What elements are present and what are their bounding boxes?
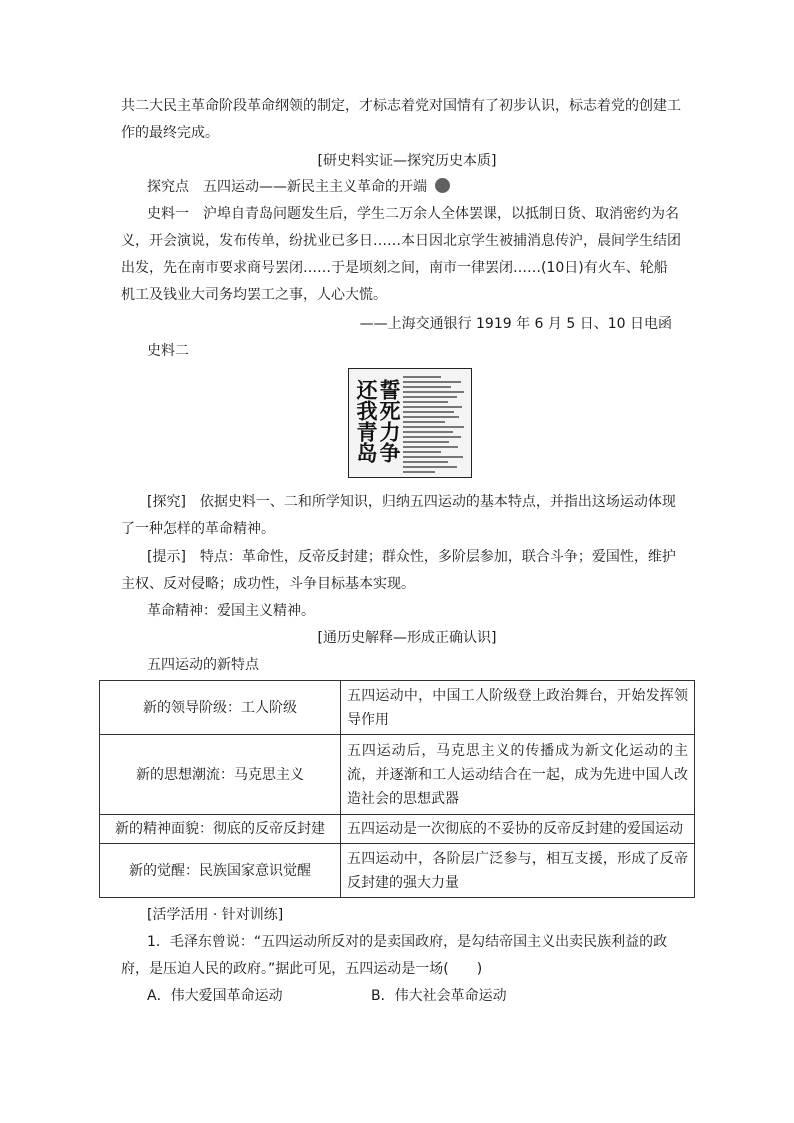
table-heading: 五四运动的新特点 bbox=[147, 657, 259, 673]
question-1-line-2: 府，是压迫人民的政府。”据此可见，五四运动是一场( ) bbox=[121, 961, 483, 977]
table-cell-feature: 新的精神面貌：彻底的反帝反封建 bbox=[100, 815, 341, 844]
table-cell-feature: 新的觉醒：民族国家意识觉醒 bbox=[100, 844, 341, 898]
table-cell-description: 五四运动是一次彻底的不妥协的反帝反封建的爱国运动 bbox=[341, 815, 695, 844]
intro-line-1: 共二大民主革命阶段革命纲领的制定，才标志着党对国情有了初步认识，标志着党的创建工 bbox=[121, 98, 681, 114]
inquiry-line-1: [探究] 依据史料一、二和所学知识，归纳五四运动的基本特点，并指出这场运动体现 bbox=[147, 494, 676, 510]
inquiry-line-2: 了一种怎样的革命精神。 bbox=[121, 521, 275, 537]
leaflet-fine-print bbox=[403, 373, 467, 473]
features-table bbox=[99, 680, 695, 898]
table-cell-feature: 新的思想潮流：马克思主义 bbox=[100, 735, 341, 815]
bullet-dot-icon bbox=[435, 178, 450, 193]
explore-point-text: 探究点 五四运动——新民主主义革命的开端 bbox=[147, 179, 427, 195]
intro-line-2: 作的最终完成。 bbox=[121, 125, 219, 141]
table-row bbox=[100, 844, 695, 898]
explore-point bbox=[147, 178, 450, 196]
leaflet-slogan: 誓死力争还我青岛 bbox=[354, 379, 402, 463]
table-cell-feature: 新的领导阶级：工人阶级 bbox=[100, 681, 341, 735]
section-title-explanation: [通历史解释—形成正确认识] bbox=[317, 630, 497, 646]
question-1-line-1: 1．毛泽东曾说：“五四运动所反对的是卖国政府，是勾结帝国主义出卖民族利益的政 bbox=[147, 934, 668, 950]
table-row bbox=[100, 815, 695, 844]
table-cell-description: 五四运动中，各阶层广泛参与，相互支援，形成了反帝反封建的强大力量 bbox=[341, 844, 695, 898]
source1-citation: ——上海交通银行 1919 年 6 月 5 日、10 日电函 bbox=[359, 316, 672, 332]
hint-line-2: 主权、反对侵略；成功性，斗争目标基本实现。 bbox=[121, 576, 415, 592]
historical-leaflet-image bbox=[348, 368, 472, 478]
question-1-option-a[interactable]: A．伟大爱国革命运动 bbox=[147, 988, 283, 1004]
table-cell-description: 五四运动中，中国工人阶级登上政治舞台，开始发挥领导作用 bbox=[341, 681, 695, 735]
source2-label: 史料二 bbox=[147, 343, 189, 359]
section-title-research: [研史料实证—探究历史本质] bbox=[317, 153, 497, 169]
table-cell-description: 五四运动后，马克思主义的传播成为新文化运动的主流，并逐渐和工人运动结合在一起，成为先进中国人改造社会的思想武器 bbox=[341, 735, 695, 815]
source1-line-4: 机工及钱业大司务均罢工之事，人心大慌。 bbox=[121, 287, 387, 303]
hint-line-3: 革命精神：爱国主义精神。 bbox=[147, 603, 315, 619]
hint-line-1: [提示] 特点：革命性，反帝反封建；群众性，多阶层参加，联合斗争；爱国性，维护 bbox=[147, 549, 676, 565]
source1-line-3: 出发，先在南市要求商号罢闭……于是顷刻之间，南市一律罢闭……(10日)有火车、轮船 bbox=[121, 260, 668, 276]
table-row bbox=[100, 735, 695, 815]
question-1-option-b[interactable]: B．伟大社会革命运动 bbox=[371, 988, 507, 1004]
practice-title: [活学活用 · 针对训练] bbox=[147, 907, 284, 923]
source1-line-1: 史料一 沪埠自青岛问题发生后，学生二万余人全体罢课，以抵制日货、取消密约为名 bbox=[147, 206, 679, 222]
source1-line-2: 义，开会演说，发布传单，纷扰业已多日……本日因北京学生被捕消息传沪，晨间学生结团 bbox=[121, 233, 681, 249]
table-row bbox=[100, 681, 695, 735]
